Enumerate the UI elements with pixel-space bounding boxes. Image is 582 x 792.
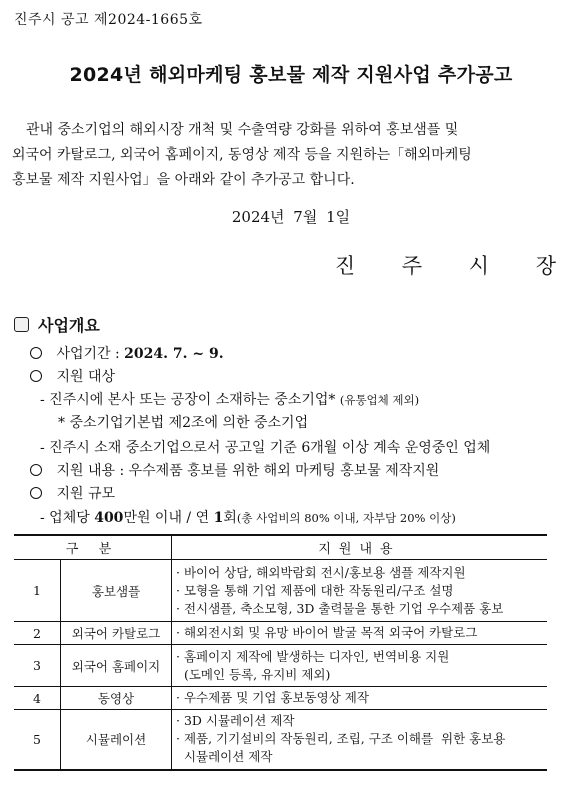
content-item: 시뮬레이션 제작 — [176, 749, 273, 765]
scale-note: (총 사업비의 80% 이내, 자부담 20% 이상) — [236, 511, 456, 525]
period-label: 사업기간 : — [56, 346, 120, 362]
section-heading — [14, 313, 100, 336]
intro-line: 관내 중소기업의 해외시장 개척 및 수출역량 강화를 위하여 홍보샘플 및 — [26, 122, 459, 138]
row-number: 2 — [14, 622, 61, 645]
notice-number: 진주시 공고 제2024-1665호 — [14, 12, 203, 28]
row-number: 3 — [14, 645, 61, 687]
row-content — [172, 710, 548, 770]
circle-bullet-icon — [30, 370, 42, 382]
target-label: 지원 대상 — [56, 369, 115, 385]
content-item: · 해외전시회 및 유망 바이어 발굴 목적 외국어 카탈로그 — [176, 625, 478, 640]
section-heading-label: 사업개요 — [38, 316, 100, 335]
issuer-name: 진 주 시 장 — [334, 254, 576, 278]
row-category: 홍보샘플 — [61, 560, 172, 622]
square-bullet-icon — [14, 317, 29, 332]
target-line — [30, 366, 115, 386]
intro-line: 외국어 카탈로그, 외국어 홈페이지, 동영상 제작 등을 지원하는「해외마케팅 — [12, 147, 472, 163]
table-row — [14, 622, 547, 645]
row-category: 외국어 카탈로그 — [61, 622, 172, 645]
row-category: 시뮬레이션 — [61, 710, 172, 770]
table-row — [14, 710, 547, 770]
period-line — [30, 343, 224, 363]
row-content — [172, 622, 548, 645]
intro-line: 홍보물 제작 지원사업」을 아래와 같이 추가공고 합니다. — [12, 172, 355, 188]
content-item: (도메인 등록, 유지비 제외) — [176, 666, 331, 682]
circle-bullet-icon — [30, 347, 42, 359]
scale-label: 지원 규모 — [56, 486, 115, 502]
table-row — [14, 645, 547, 687]
scale-prefix: - 업체당 — [40, 510, 95, 526]
row-category: 동영상 — [61, 687, 172, 710]
header-category: 구 분 — [14, 535, 172, 560]
row-number: 4 — [14, 687, 61, 710]
content-text: 지원 내용 : 우수제품 홍보를 위한 해외 마케팅 홍보물 제작지원 — [56, 463, 440, 479]
content-item: · 제품, 기기설비의 작동원리, 조립, 구조 이해를 위한 홍보용 — [176, 731, 506, 747]
scale-detail — [40, 507, 456, 527]
header-content: 지원내용 — [172, 535, 548, 560]
table-header-row — [14, 535, 547, 560]
content-item: · 3D 시뮬레이션 제작 — [176, 713, 295, 729]
row-number: 1 — [14, 560, 61, 622]
target-item-1 — [40, 389, 419, 409]
row-category: 외국어 홈페이지 — [61, 645, 172, 687]
notice-date: 2024년 7월 1일 — [231, 208, 351, 226]
scale-count: 1 — [213, 510, 224, 526]
content-line — [30, 460, 439, 480]
page-title: 2024년 해외마케팅 홍보물 제작 지원사업 추가공고 — [69, 64, 513, 86]
circle-bullet-icon — [30, 487, 42, 499]
content-item: · 바이어 상담, 해외박람회 전시/홍보용 샘플 제작지원 — [176, 564, 466, 580]
target-footnote: * 중소기업기본법 제2조에 의한 중소기업 — [58, 415, 309, 431]
circle-bullet-icon — [30, 464, 42, 476]
row-content — [172, 645, 548, 687]
content-item: · 우수제품 및 기업 홍보동영상 제작 — [176, 690, 369, 705]
period-value: 2024. 7. ~ 9. — [124, 346, 224, 362]
row-content — [172, 687, 548, 710]
table-row — [14, 687, 547, 710]
scale-suffix: 회 — [223, 510, 237, 526]
scale-amount: 400 — [94, 510, 124, 526]
content-item: · 모형을 통해 기업 제품에 대한 작동원리/구조 설명 — [176, 582, 454, 598]
scale-mid: 만원 이내 / 연 — [123, 510, 214, 526]
table-row — [14, 560, 547, 622]
target-item-2: - 진주시 소재 중소기업으로서 공고일 기준 6개월 이상 계속 운영중인 업체 — [40, 440, 491, 456]
target-item-1-text: - 진주시에 본사 또는 공장이 소재하는 중소기업* — [40, 392, 336, 408]
content-item: · 홈페이지 제작에 발생하는 디자인, 번역비용 지원 — [176, 648, 450, 664]
row-content — [172, 560, 548, 622]
row-number: 5 — [14, 710, 61, 770]
scale-line — [30, 483, 115, 503]
content-item: · 전시샘플, 축소모형, 3D 출력물을 통한 기업 우수제품 홍보 — [176, 600, 504, 616]
intro-paragraph — [12, 118, 572, 193]
target-item-1-note: (유통업체 제외) — [339, 393, 420, 407]
support-table — [14, 534, 547, 771]
